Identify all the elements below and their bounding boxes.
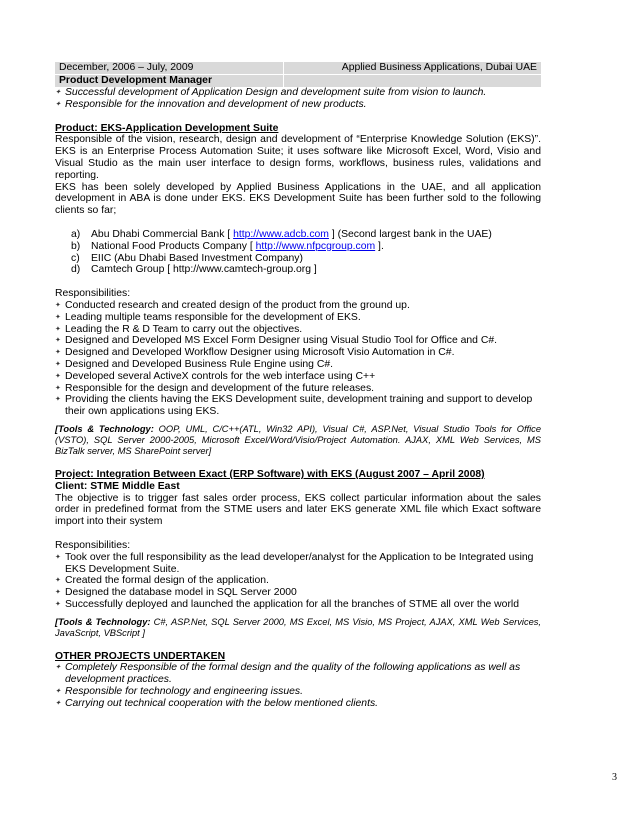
other-projects-title: OTHER PROJECTS UNDERTAKEN [55, 650, 226, 662]
list-item: ✦ Developed several ActiveX controls for the web interface using C++ [55, 371, 541, 383]
job-role-empty-cell [284, 75, 542, 88]
list-item: ✦ Conducted research and created design of the product from the ground up. [55, 300, 541, 312]
list-item: ✦ Providing the clients having the EKS Development suite, development training and support to develop their own applications using EKS. [55, 394, 541, 418]
job-dates: December, 2006 – July, 2009 [55, 62, 284, 75]
stme-client: Client: STME Middle East [55, 480, 180, 492]
job-role: Product Development Manager [55, 75, 284, 88]
stme-tools-technology: [Tools & Technology: C#, ASP.Net, SQL Server 2000, MS Excel, MS Visio, MS Project, AJAX, XML Web Services, JavaScript, VBScript ] [55, 616, 541, 638]
list-item: ✦ Created the formal design of the application. [55, 575, 541, 587]
list-item: ✦ Responsible for the design and development of the future releases. [55, 383, 541, 395]
list-item: d) Camtech Group [ http://www.camtech-group.org ] [71, 264, 317, 276]
list-item: ✦ Successful development of Application Design and development suite from vision to launch. [55, 87, 541, 99]
list-item: b) National Food Products Company [ http://www.nfpcgroup.com ]. [71, 240, 384, 252]
eks-client-list [55, 229, 541, 276]
page-number: 3 [612, 772, 617, 783]
list-item: ✦ Successfully deployed and launched the application for all the branches of STME all over the world [55, 599, 541, 611]
list-item: ✦ Completely Responsible of the formal design and the quality of the following applications as well as development practices. [55, 662, 541, 686]
other-projects-list [55, 662, 541, 709]
eks-section-title: Product: EKS-Application Development Suite [55, 122, 279, 134]
list-item: ✦ Responsible for the innovation and development of new products. [55, 99, 541, 111]
stme-responsibilities-label: Responsibilities: [55, 539, 131, 551]
list-item: a) Abu Dhabi Commercial Bank [ http://www.adcb.com ] (Second largest bank in the UAE) [71, 228, 492, 240]
stme-responsibility-list [55, 552, 541, 611]
list-item: ✦ Responsible for technology and engineering issues. [55, 686, 541, 698]
resume-page [55, 62, 541, 710]
job-header-table [55, 62, 541, 87]
list-item: ✦ Designed and Developed MS Excel Form Designer using Visual Studio Tool for Office and C#. [55, 335, 541, 347]
eks-tools-technology: [Tools & Technology: OOP, UML, C/C++(ATL, Win32 API), Visual C#, ASP.Net, Visual Studio Tools for Office (VSTO), SQL Server 2000-2005, Microsoft Excel/Word/Visio/Project Automation. AJAX, XML Web Services, MS BizTalk server, MS SharePoint server] [55, 423, 541, 456]
list-item: ✦ Designed and Developed Workflow Designer using Microsoft Visio Automation in C#. [55, 347, 541, 359]
list-item: ✦ Carrying out technical cooperation with the below mentioned clients. [55, 698, 541, 710]
adcb-link[interactable]: http://www.adcb.com [233, 228, 329, 240]
list-item: ✦ Designed the database model in SQL Server 2000 [55, 587, 541, 599]
eks-description: Responsible of the vision, research, design and development of “Enterprise Knowledge Solution (EKS)”. EKS is an Enterprise Process Automation Suite; it uses software like Microsoft Excel, Word, Visio and Visual Studio as the main user interface to design forms, workflows, business rules, validations and reporting. [55, 134, 541, 181]
list-item: ✦ Leading the R & D Team to carry out the objectives. [55, 324, 541, 336]
role-bullet-list [55, 87, 541, 111]
eks-clients-intro: EKS has been solely developed by Applied Business Applications in the UAE, and all application development in ABA is done under EKS. EKS Development Suite has been further sold to the following clients so far; [55, 181, 541, 217]
nfpcgroup-link[interactable]: http://www.nfpcgroup.com [255, 240, 376, 252]
list-item: c) EIIC (Abu Dhabi Based Investment Company) [71, 252, 303, 264]
stme-project-title: Project: Integration Between Exact (ERP Software) with EKS (August 2007 – April 2008) [55, 468, 485, 480]
list-item: ✦ Took over the full responsibility as the lead developer/analyst for the Application to be Integrated using EKS Development Suite. [55, 552, 541, 576]
stme-description: The objective is to trigger fast sales order process, EKS collect particular information about the sales order in predefined format from the STME users and later EKS generate XML file which Exact software import into their system [55, 492, 541, 528]
list-item: ✦ Designed and Developed Business Rule Engine using C#. [55, 359, 541, 371]
eks-responsibility-list [55, 300, 541, 418]
eks-responsibilities-label: Responsibilities: [55, 288, 131, 300]
list-item: ✦ Leading multiple teams responsible for the development of EKS. [55, 312, 541, 324]
job-company: Applied Business Applications, Dubai UAE [284, 62, 542, 75]
